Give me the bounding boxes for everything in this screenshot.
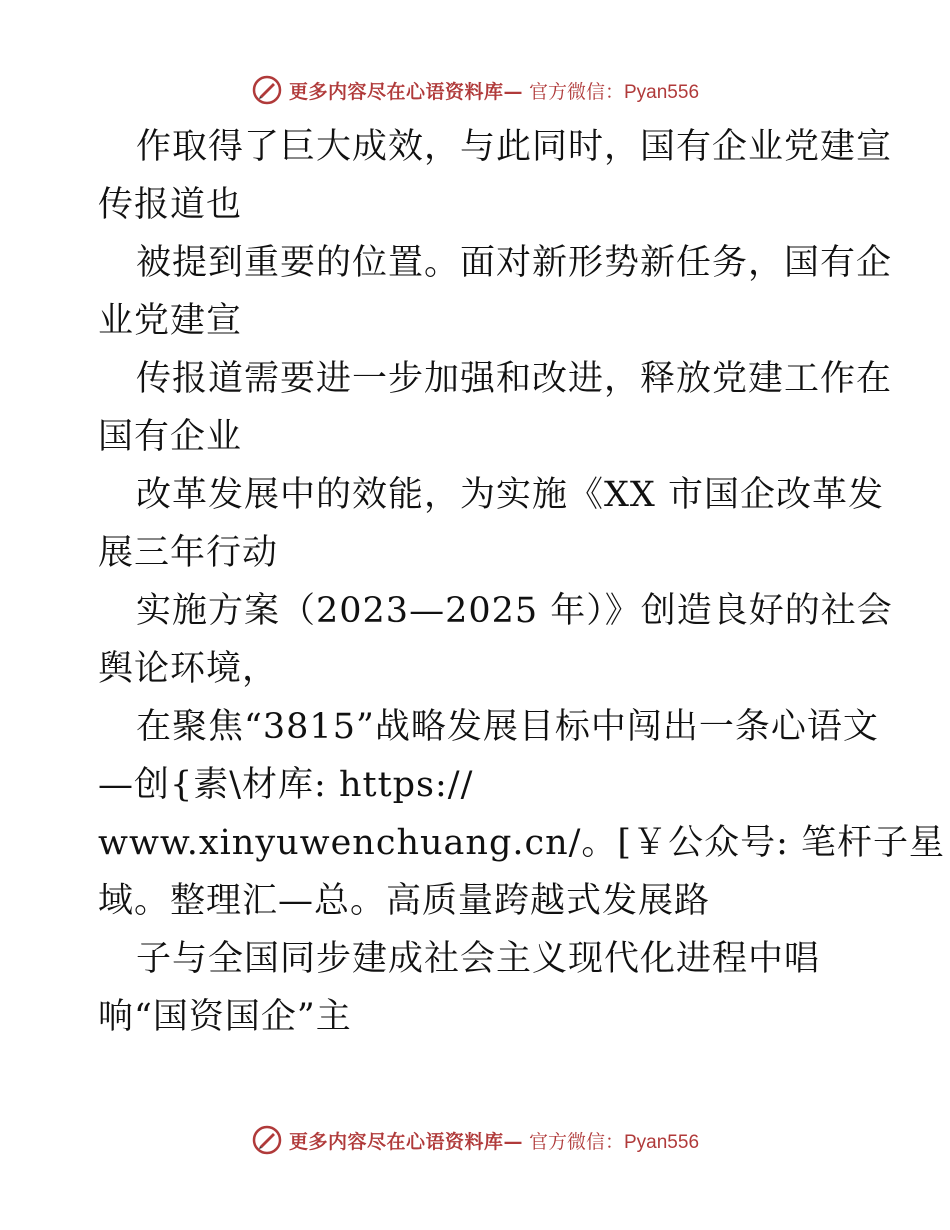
text-line: 响“国资国企”主 <box>98 997 352 1037</box>
text-line: 在聚焦“3815”战略发展目标中闯出一条心语文 <box>136 707 879 747</box>
header-banner <box>0 70 950 110</box>
text-line: 传报道需要进一步加强和改进，释放党建工作在 <box>136 359 893 399</box>
banner-wechat-text: 官方微信：Pyan556 <box>529 1131 700 1153</box>
text-line: —创{素\材库: https:// <box>98 765 474 805</box>
text-line: 作取得了巨大成效，与此同时，国有企业党建宣 <box>136 127 893 167</box>
logo-icon <box>251 74 283 106</box>
banner-main-text: 更多内容尽在心语资料库— <box>288 1130 523 1153</box>
text-line: 实施方案（2023—2025 年）》创造良好的社会 <box>136 591 893 631</box>
text-line: 域。整理汇—总。高质量跨越式发展路 <box>98 881 711 921</box>
text-line: 国有企业 <box>98 417 243 457</box>
text-line: 被提到重要的位置。面对新形势新任务，国有企 <box>136 243 893 283</box>
text-line: 业党建宣 <box>98 301 243 341</box>
text-line: 舆论环境， <box>98 649 279 689</box>
footer-banner <box>0 1120 950 1160</box>
logo-icon <box>251 1124 283 1156</box>
text-line: 传报道也 <box>98 185 243 225</box>
banner-main-text: 更多内容尽在心语资料库— <box>288 80 523 103</box>
document-body <box>98 118 945 1046</box>
text-line: 子与全国同步建成社会主义现代化进程中唱 <box>136 939 821 979</box>
text-line: www.xinyuwenchuang.cn/。[￥公众号: 笔杆子星 <box>98 823 945 863</box>
text-line: 展三年行动 <box>98 533 279 573</box>
text-line: 改革发展中的效能，为实施《XX 市国企改革发 <box>136 475 884 515</box>
banner-wechat-text: 官方微信：Pyan556 <box>529 81 700 103</box>
